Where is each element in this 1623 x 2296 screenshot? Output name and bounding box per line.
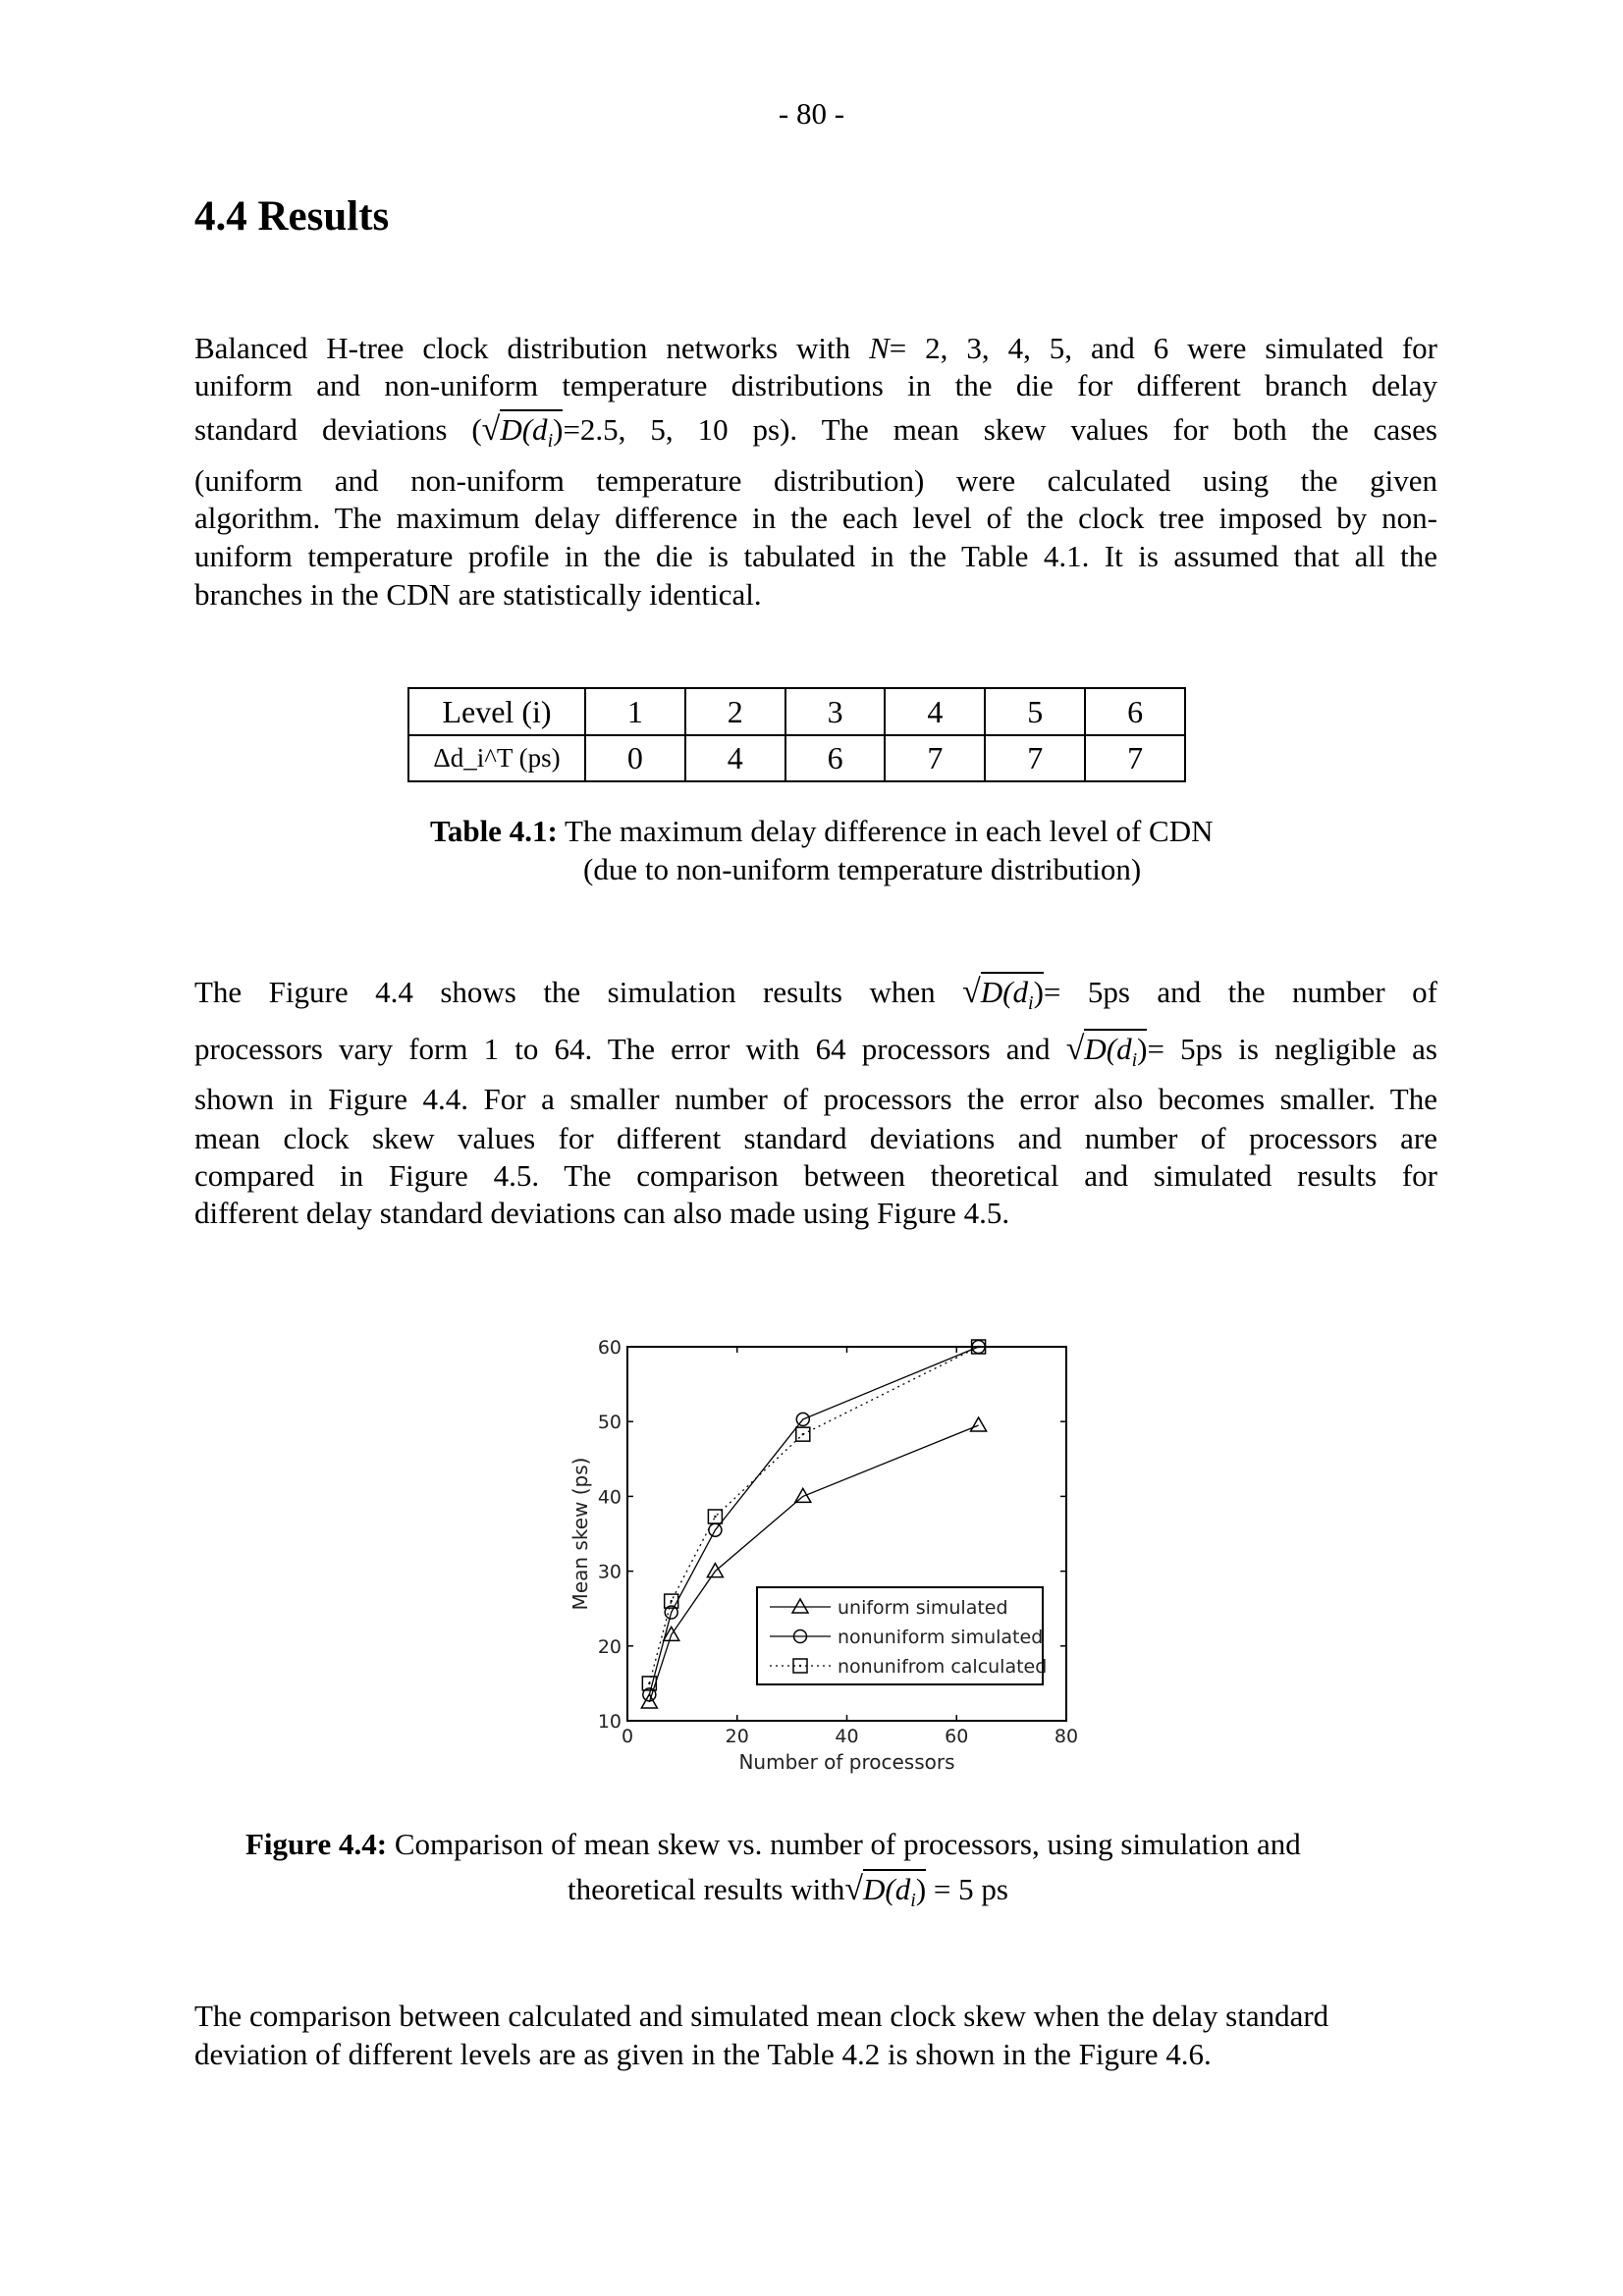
y-tick-label: 50 [597, 1412, 622, 1434]
section-heading: 4.4 Results [194, 193, 390, 240]
variable: N [869, 331, 890, 365]
data-point-square-dot [977, 1346, 979, 1348]
figure-caption-line2 [568, 1871, 1008, 1912]
x-tick-label: 80 [1054, 1726, 1079, 1747]
y-tick-label: 20 [597, 1635, 622, 1658]
legend-marker-square-dot [799, 1665, 801, 1667]
table-cell: 7 [985, 735, 1085, 782]
line-text: = 5ps is negligible as [1147, 1032, 1437, 1066]
row-header-delta: Δd_i^T (ps) [408, 735, 585, 782]
page-number: - 80 - [778, 96, 845, 131]
line-text: mean clock skew values for different standard deviations and number of processors are [194, 1121, 1437, 1155]
sqrt-expression: $√D(d_i)$ [481, 411, 564, 453]
table-cell: 4 [685, 735, 785, 782]
math-symbol: D(d [1084, 1032, 1132, 1066]
sqrt-expression: $√D(d_i)$ [1065, 1031, 1148, 1072]
math-close: ) [1137, 1032, 1148, 1066]
line-text: The Figure 4.4 shows the simulation results when [194, 975, 963, 1009]
y-tick-label: 30 [597, 1561, 622, 1583]
table-cell: 3 [785, 688, 886, 735]
paragraph3-line: The comparison between calculated and simulated mean clock skew when the delay standard [194, 1999, 1329, 2033]
sqrt-expression: $√D(d_i)$ [962, 974, 1044, 1015]
table-cell: 6 [1085, 688, 1185, 735]
table-caption-label: Table 4.1: [430, 814, 558, 848]
x-axis-label: Number of processors [738, 1750, 955, 1774]
figure-caption-text: Comparison of mean skew vs. number of processors, using simulation and [387, 1827, 1301, 1861]
math-symbol: D(d [863, 1872, 911, 1906]
line-text: = 5ps and the number of [1043, 975, 1437, 1009]
legend-entry: nonunifrom calculated [838, 1656, 1048, 1678]
math-subscript: i [547, 430, 554, 453]
x-tick-label: 40 [835, 1726, 859, 1747]
x-tick-label: 60 [945, 1726, 969, 1747]
math-subscript: i [1028, 992, 1034, 1015]
figure-caption-text3: = 5 ps [926, 1872, 1008, 1906]
table-caption-text: The maximum delay difference in each level of CDN [557, 814, 1214, 848]
math-close: ) [915, 1872, 927, 1906]
math-subscript: i [910, 1890, 916, 1912]
table-cell: 4 [885, 688, 985, 735]
legend-entry: uniform simulated [838, 1597, 1008, 1619]
line-text: compared in Figure 4.5. The comparison between theoretical and simulated results for [194, 1158, 1437, 1193]
table-cell: 2 [685, 688, 785, 735]
table-cell: 0 [585, 735, 685, 782]
line-text: = 2, 3, 4, 5, and 6 were simulated for [889, 331, 1437, 365]
line-text: Balanced H-tree clock distribution networks with [194, 331, 870, 365]
data-point-square-dot [802, 1433, 804, 1435]
line-text: shown in Figure 4.4. For a smaller number of processors the error also becomes smaller. The [194, 1082, 1437, 1116]
paragraph3-line: deviation of different levels are as given in the Table 4.2 is shown in the Figure 4.6. [194, 2037, 1212, 2071]
data-point-square-dot [671, 1600, 673, 1602]
math-symbol: D(d [980, 975, 1028, 1009]
math-close: ) [553, 412, 564, 447]
y-tick-label: 40 [597, 1486, 622, 1509]
figure-caption-label: Figure 4.4: [245, 1827, 388, 1861]
x-tick-label: 20 [725, 1726, 749, 1747]
figure-caption-line1 [245, 1827, 1301, 1862]
table-caption-line2: (due to non-uniform temperature distribution) [583, 852, 1142, 886]
row-header-level: Level (i) [408, 688, 585, 735]
table-cell: 7 [885, 735, 985, 782]
data-point-triangle [795, 1488, 811, 1502]
data-point-triangle [707, 1564, 723, 1577]
table-cell: 6 [785, 735, 886, 782]
table-cell: 5 [985, 688, 1085, 735]
line-text: =2.5, 5, 10 ps). The mean skew values for both the cases [563, 412, 1437, 447]
table-cell: 1 [585, 688, 685, 735]
legend-entry: nonuniform simulated [838, 1627, 1044, 1648]
math-subscript: i [1131, 1049, 1138, 1072]
y-tick-label: 10 [597, 1711, 622, 1733]
data-point-triangle [971, 1417, 987, 1431]
x-tick-label: 0 [621, 1726, 634, 1747]
sqrt-expression: $√D(d_i)$ [844, 1871, 927, 1912]
line-text: branches in the CDN are statistically identical. [194, 577, 762, 612]
line-text: standard deviations ( [194, 412, 482, 447]
table-cell: 7 [1085, 735, 1185, 782]
line-text: algorithm. The maximum delay difference in the each level of the clock tree imposed by non- [194, 501, 1437, 535]
y-tick-label: 60 [597, 1337, 622, 1359]
line-text: processors vary form 1 to 64. The error with 64 processors and [194, 1032, 1066, 1066]
line-text: uniform and non-uniform temperature distributions in the die for different branch delay [194, 368, 1437, 402]
line-text: uniform temperature profile in the die is tabulated in the Table 4.1. It is assumed that all the [194, 539, 1437, 573]
y-axis-label: Mean skew (ps) [568, 1457, 592, 1611]
line-text: different delay standard deviations can also made using Figure 4.5. [194, 1196, 1010, 1230]
math-symbol: D(d [500, 412, 548, 447]
figure-caption-text2: theoretical results with [568, 1872, 845, 1906]
data-point-square-dot [714, 1516, 716, 1518]
math-close: ) [1033, 975, 1044, 1009]
line-text: (uniform and non-uniform temperature distribution) were calculated using the given [194, 463, 1437, 498]
data-point-square-dot [648, 1682, 650, 1684]
